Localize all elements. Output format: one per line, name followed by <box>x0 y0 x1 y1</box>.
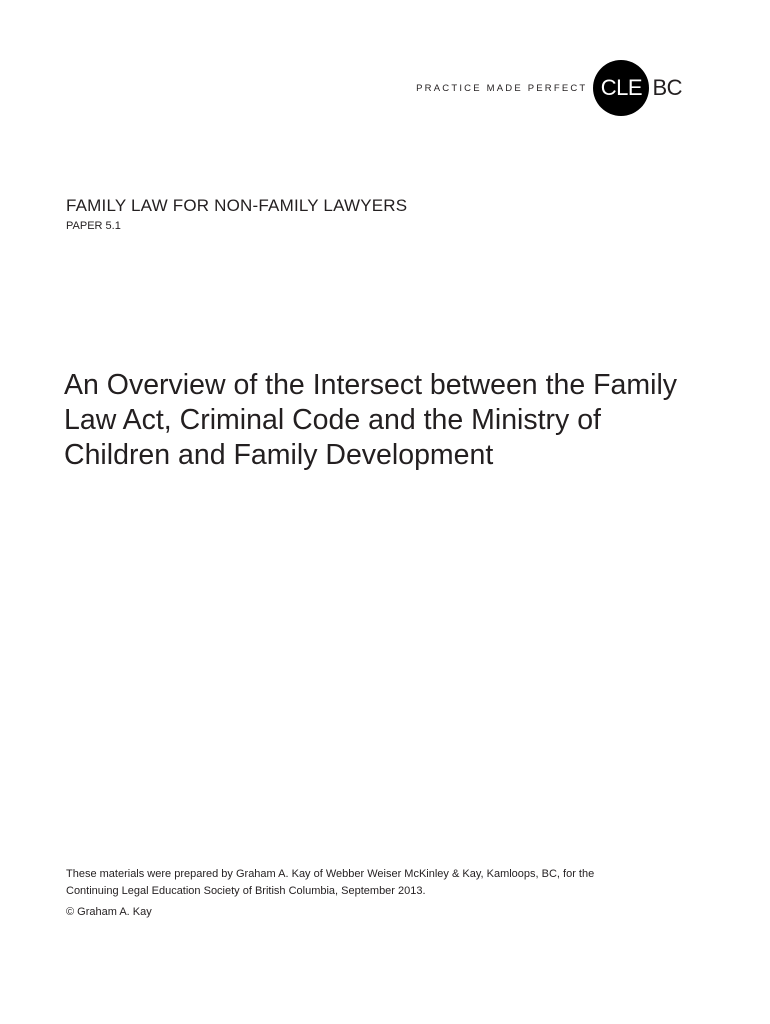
logo-circle: CLE <box>593 60 649 116</box>
copyright-notice: © Graham A. Kay <box>66 906 152 918</box>
footer-block <box>66 866 686 921</box>
logo-suffix: BC <box>652 75 682 100</box>
preparation-line-2: Continuing Legal Education Society of British Columbia, September 2013. <box>66 885 426 897</box>
page-header <box>416 60 682 116</box>
paper-number: PAPER 5.1 <box>66 220 121 232</box>
document-title <box>64 368 684 473</box>
title-line-1: An Overview of the Intersect between the Family <box>64 369 678 401</box>
preparation-note <box>66 866 686 900</box>
preparation-line-1: These materials were prepared by Graham A. Kay of Webber Weiser McKinley & Kay, Kamloops, BC, for the <box>66 868 595 880</box>
series-block <box>66 196 407 232</box>
tagline: PRACTICE MADE PERFECT <box>416 82 588 94</box>
title-line-2: Law Act, Criminal Code and the Ministry of <box>64 404 601 436</box>
series-title: FAMILY LAW FOR NON-FAMILY LAWYERS <box>66 196 408 215</box>
title-line-3: Children and Family Development <box>64 439 494 471</box>
cle-bc-logo <box>593 60 682 116</box>
